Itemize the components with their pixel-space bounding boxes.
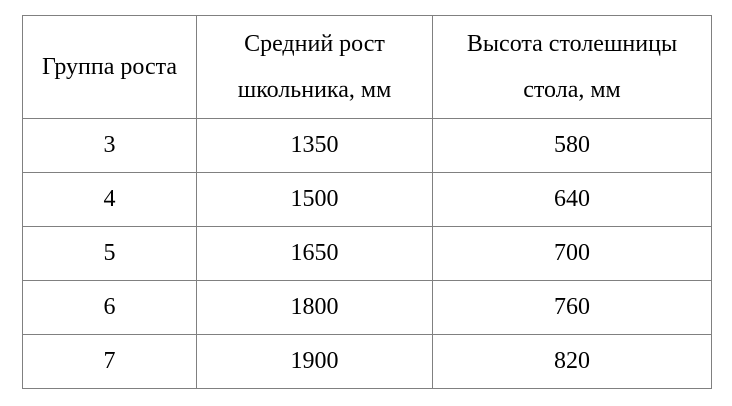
cell-desk-height: 820 [433, 335, 712, 389]
table-row [23, 173, 712, 227]
height-group-table [22, 15, 712, 389]
cell-desk-height: 700 [433, 227, 712, 281]
cell-desk-height: 580 [433, 119, 712, 173]
cell-desk-height: 760 [433, 281, 712, 335]
cell-group: 6 [23, 281, 197, 335]
cell-group: 5 [23, 227, 197, 281]
cell-group: 4 [23, 173, 197, 227]
table-row [23, 335, 712, 389]
cell-group: 3 [23, 119, 197, 173]
header-average-height-line1: Средний рост [244, 31, 385, 57]
header-growth-group-label: Группа роста [41, 54, 178, 80]
header-desk-top-height-line2: стола, мм [523, 77, 621, 103]
cell-average-height: 1650 [197, 227, 433, 281]
cell-average-height: 1800 [197, 281, 433, 335]
cell-group: 7 [23, 335, 197, 389]
table-header-row [23, 16, 712, 119]
header-growth-group [23, 16, 197, 119]
cell-average-height: 1900 [197, 335, 433, 389]
cell-average-height: 1500 [197, 173, 433, 227]
header-average-height [197, 16, 433, 119]
header-desk-top-height [433, 16, 712, 119]
table-container [22, 15, 712, 389]
header-average-height-line2: школьника, мм [237, 77, 392, 103]
table-row [23, 227, 712, 281]
header-desk-top-height-line1: Высота столешницы [466, 31, 678, 57]
table-row [23, 281, 712, 335]
cell-desk-height: 640 [433, 173, 712, 227]
cell-average-height: 1350 [197, 119, 433, 173]
table-row [23, 119, 712, 173]
